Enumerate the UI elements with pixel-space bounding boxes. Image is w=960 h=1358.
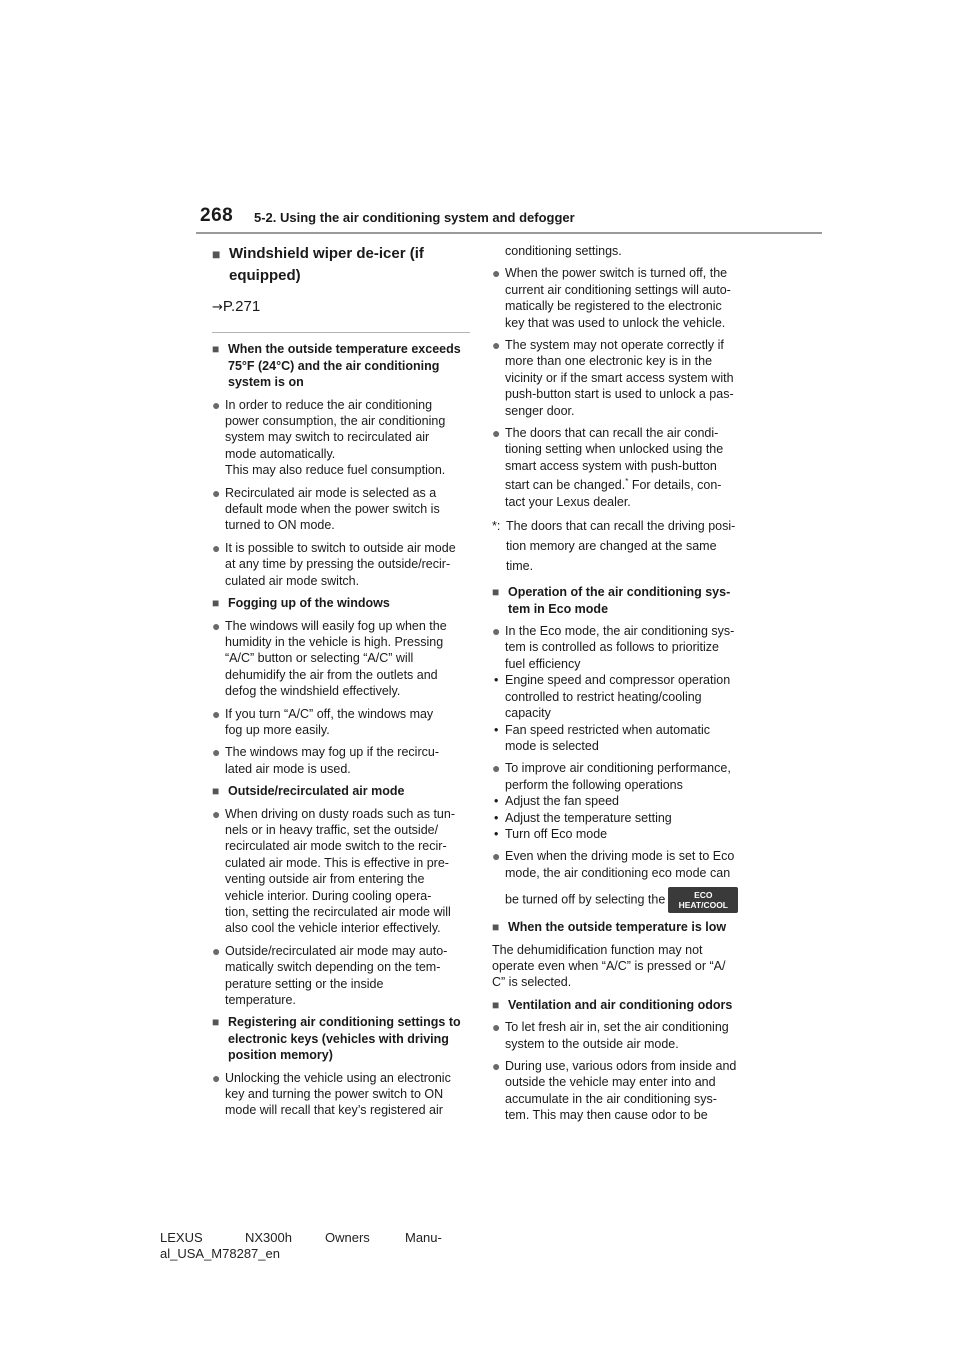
text-line: The windows will easily fog up when the (225, 618, 447, 633)
title-line: electronic keys (vehicles with driving (228, 1031, 449, 1046)
dot-bullet-icon: ● (212, 705, 221, 722)
section-title: 5-2. Using the air conditioning system and defogger (254, 210, 575, 225)
dash-item (492, 722, 754, 755)
text-line: culated air mode. This is effective in pre- (225, 855, 449, 870)
icon-label: ECO (694, 890, 713, 901)
text-line: When driving on dusty roads such as tun- (225, 806, 455, 821)
dash-bullet-icon: • (494, 810, 499, 825)
footnote-mark: *: (492, 519, 501, 534)
text-line: lated air mode is used. (225, 761, 351, 776)
page-reference (212, 299, 470, 316)
text-line: be turned off by selecting the (505, 892, 666, 907)
header-divider (196, 232, 822, 234)
text-line: To improve air conditioning performance, (505, 761, 731, 776)
dot-bullet-icon: ● (212, 744, 221, 761)
text-line: mode is selected (505, 738, 599, 753)
text-line: This may also reduce fuel consumption. (225, 463, 446, 478)
text-line: Turn off Eco mode (505, 826, 608, 841)
text-line: temperature. (225, 993, 296, 1008)
square-bullet-icon: ■ (492, 585, 500, 600)
footer-word: LEXUS (160, 1230, 203, 1245)
dot-bullet-icon: ● (492, 337, 501, 354)
dash-item (492, 672, 754, 721)
eco-heat-cool-icon (668, 887, 738, 913)
footer-manual-id: al_USA_M78287_en (160, 1246, 280, 1261)
dash-bullet-icon: • (494, 794, 499, 809)
text-line: When the power switch is turned off, the (505, 266, 728, 281)
text-line: tem. This may then cause odor to be (505, 1108, 708, 1123)
text-line: default mode when the power switch is (225, 502, 440, 517)
text-line: system may switch to recirculated air (225, 430, 430, 445)
text-line: current air conditioning settings will auto- (505, 282, 731, 297)
dot-bullet-icon: ● (212, 539, 221, 556)
text-line: key that was used to unlock the vehicle. (505, 315, 726, 330)
dot-bullet-icon: ● (212, 484, 221, 501)
text-line: accumulate in the air conditioning sys- (505, 1091, 717, 1106)
text-line: key and turning the power switch to ON (225, 1087, 444, 1102)
text-line: humidity in the vehicle is high. Pressing (225, 634, 444, 649)
title-line: tem in Eco mode (508, 601, 609, 616)
footer-word: NX300h (245, 1230, 292, 1245)
bullet-item (492, 337, 754, 419)
dot-bullet-icon: ● (212, 1069, 221, 1086)
text-line: outside the vehicle may enter into and (505, 1075, 716, 1090)
dot-bullet-icon: ● (212, 396, 221, 413)
text-line: tioning setting when unlocked using the (505, 442, 724, 457)
text-line: vehicle interior. During cooling opera- (225, 888, 432, 903)
main-heading-line: equipped) (229, 267, 301, 284)
subsection-title (212, 783, 470, 799)
dot-bullet-icon: ● (492, 848, 501, 865)
text-line: smart access system with push-button (505, 458, 717, 473)
text-line: The dehumidification function may not (492, 942, 703, 957)
text-line: time. (506, 559, 534, 574)
left-column (212, 243, 470, 1125)
text-line: perature setting or the inside (225, 976, 384, 991)
text-line: culated air mode switch. (225, 573, 360, 588)
right-column (492, 243, 754, 1130)
dash-bullet-icon: • (494, 673, 499, 688)
text-line: tion, setting the recirculated air mode will (225, 905, 451, 919)
bullet-item (212, 540, 470, 589)
dash-item (492, 793, 754, 809)
dot-bullet-icon: ● (492, 425, 501, 442)
text-line: controlled to restrict heating/cooling (505, 689, 702, 704)
square-bullet-icon: ■ (212, 342, 220, 357)
dot-bullet-icon: ● (212, 805, 221, 822)
bullet-item (212, 618, 470, 700)
text-line: Even when the driving mode is set to Eco (505, 849, 735, 864)
text-line: vicinity or if the smart access system with (505, 370, 734, 385)
square-bullet-icon: ■ (212, 784, 220, 799)
text-line: It is possible to switch to outside air mode (225, 540, 456, 555)
dot-bullet-icon: ● (492, 623, 501, 640)
text-line: Unlocking the vehicle using an electronic (225, 1070, 451, 1085)
bullet-item (212, 706, 470, 739)
dash-bullet-icon: • (494, 826, 499, 841)
text-line: To let fresh air in, set the air conditioning (505, 1020, 729, 1035)
text-line: For details, con- (628, 478, 722, 493)
dash-bullet-icon: • (494, 722, 499, 737)
bullet-item (212, 397, 470, 479)
text-line: mode will recall that key’s registered air (225, 1103, 443, 1118)
square-bullet-icon: ■ (492, 920, 500, 935)
page-header (0, 0, 960, 240)
bullet-item (492, 265, 754, 331)
bullet-item (212, 806, 470, 937)
title-line: Fogging up of the windows (228, 596, 390, 611)
bullet-item (492, 848, 754, 913)
dot-bullet-icon: ● (212, 942, 221, 959)
bullet-item (212, 943, 470, 1009)
subsection-title (492, 584, 754, 617)
text-line: recirculated air mode switch to the recir- (225, 839, 447, 854)
text-line: During use, various odors from inside and (505, 1059, 737, 1073)
dash-list (492, 793, 754, 842)
page-footer (160, 1230, 442, 1262)
text-line: Adjust the fan speed (505, 794, 619, 809)
text-line: push-button start is used to unlock a pas- (505, 387, 734, 402)
footer-word: Owners (325, 1230, 370, 1245)
text-line: capacity (505, 706, 551, 721)
text-line: turned to ON mode. (225, 518, 335, 533)
main-heading-line: Windshield wiper de-icer (if (229, 245, 424, 262)
text-line: The system may not operate correctly if (505, 338, 724, 353)
bullet-item (212, 485, 470, 534)
title-line: position memory) (228, 1048, 333, 1063)
dash-list (492, 672, 754, 754)
text-line: tact your Lexus dealer. (505, 494, 631, 509)
text-line: start can be changed. (505, 478, 626, 493)
square-bullet-icon: ■ (492, 997, 500, 1012)
text-line: Outside/recirculated air mode may auto- (225, 943, 448, 958)
text-line: tem is controlled as follows to prioritize (505, 640, 719, 655)
title-line: When the outside temperature exceeds (228, 342, 461, 357)
text-line: power consumption, the air conditioning (225, 414, 446, 429)
title-line: 75°F (24°C) and the air conditioning (228, 358, 440, 373)
text-line: “A/C” button or selecting “A/C” will (225, 651, 414, 666)
text-line: senger door. (505, 403, 575, 418)
text-line: more than one electronic key is in the (505, 354, 713, 369)
subsection-title (212, 341, 470, 390)
subsection-title (212, 595, 470, 611)
bullet-item (492, 1058, 754, 1124)
title-line: Outside/recirculated air mode (228, 784, 405, 799)
arrow-right-icon: → (212, 300, 223, 315)
bullet-item (492, 425, 754, 510)
dot-bullet-icon: ● (492, 760, 501, 777)
text-line: Adjust the temperature setting (505, 810, 672, 825)
subsection-title (492, 997, 754, 1013)
continued-text: conditioning settings. (505, 244, 622, 258)
text-line: defog the windshield effectively. (225, 684, 401, 699)
bullet-item (492, 1019, 754, 1052)
text-line: The windows may fog up if the recircu- (225, 745, 439, 760)
text-line: tion memory are changed at the same (506, 539, 717, 554)
text-line: also cool the vehicle interior effectively. (225, 921, 441, 936)
dash-item (492, 810, 754, 826)
text-line: operate even when “A/C” is pressed or “A/ (492, 958, 726, 973)
text-line: C” is selected. (492, 975, 572, 990)
text-line: perform the following operations (505, 777, 683, 792)
subsection-title (492, 919, 754, 935)
section-divider (212, 332, 470, 333)
text-line: The doors that can recall the air condi- (505, 426, 719, 441)
dash-item (492, 826, 754, 842)
text-line: In order to reduce the air conditioning (225, 397, 433, 412)
text-line: mode, the air conditioning eco mode can (505, 865, 731, 880)
text-line: Engine speed and compressor operation (505, 673, 731, 688)
page-reference-link[interactable]: P.271 (222, 298, 261, 315)
footnote (492, 516, 754, 576)
dot-bullet-icon: ● (492, 265, 501, 282)
text-line: The doors that can recall the driving posi- (506, 519, 736, 534)
title-line: Registering air conditioning settings to (228, 1015, 461, 1030)
text-line: mode automatically. (225, 446, 336, 461)
bullet-item (212, 744, 470, 777)
title-line: When the outside temperature is low (508, 920, 727, 935)
footer-word: Manu- (405, 1230, 442, 1245)
footnote-marker: * (625, 477, 629, 487)
square-bullet-icon: ■ (212, 596, 220, 611)
text-line: matically be registered to the electronic (505, 299, 722, 314)
main-heading (212, 243, 470, 287)
page-number: 268 (200, 205, 234, 226)
text-line: nels or in heavy traffic, set the outside/ (225, 822, 439, 837)
text-line: If you turn “A/C” off, the windows may (225, 706, 434, 721)
bullet-item (212, 1070, 470, 1119)
text-line: at any time by pressing the outside/recir- (225, 557, 451, 572)
square-bullet-icon: ■ (212, 1015, 220, 1030)
text-line: matically switch depending on the tem- (225, 960, 441, 975)
dot-bullet-icon: ● (492, 1019, 501, 1036)
paragraph (492, 942, 754, 991)
text-line: Fan speed restricted when automatic (505, 722, 710, 737)
bullet-item (492, 760, 754, 793)
title-line: Operation of the air conditioning sys- (508, 585, 731, 600)
text-line: Recirculated air mode is selected as a (225, 485, 437, 500)
dot-bullet-icon: ● (212, 617, 221, 634)
title-line: Ventilation and air conditioning odors (508, 997, 733, 1012)
text-line: In the Eco mode, the air conditioning sys- (505, 624, 735, 639)
bullet-item (492, 623, 754, 672)
subsection-title (212, 1014, 470, 1063)
text-line: fog up more easily. (225, 722, 330, 737)
text-line: venting outside air from entering the (225, 872, 425, 887)
text-line: system to the outside air mode. (505, 1036, 679, 1051)
dot-bullet-icon: ● (492, 1058, 501, 1074)
square-bullet-icon: ■ (212, 246, 221, 262)
icon-label: HEAT/COOL (678, 900, 729, 911)
text-line: dehumidify the air from the outlets and (225, 667, 438, 682)
title-line: system is on (228, 375, 304, 390)
text-line: fuel efficiency (505, 656, 581, 671)
